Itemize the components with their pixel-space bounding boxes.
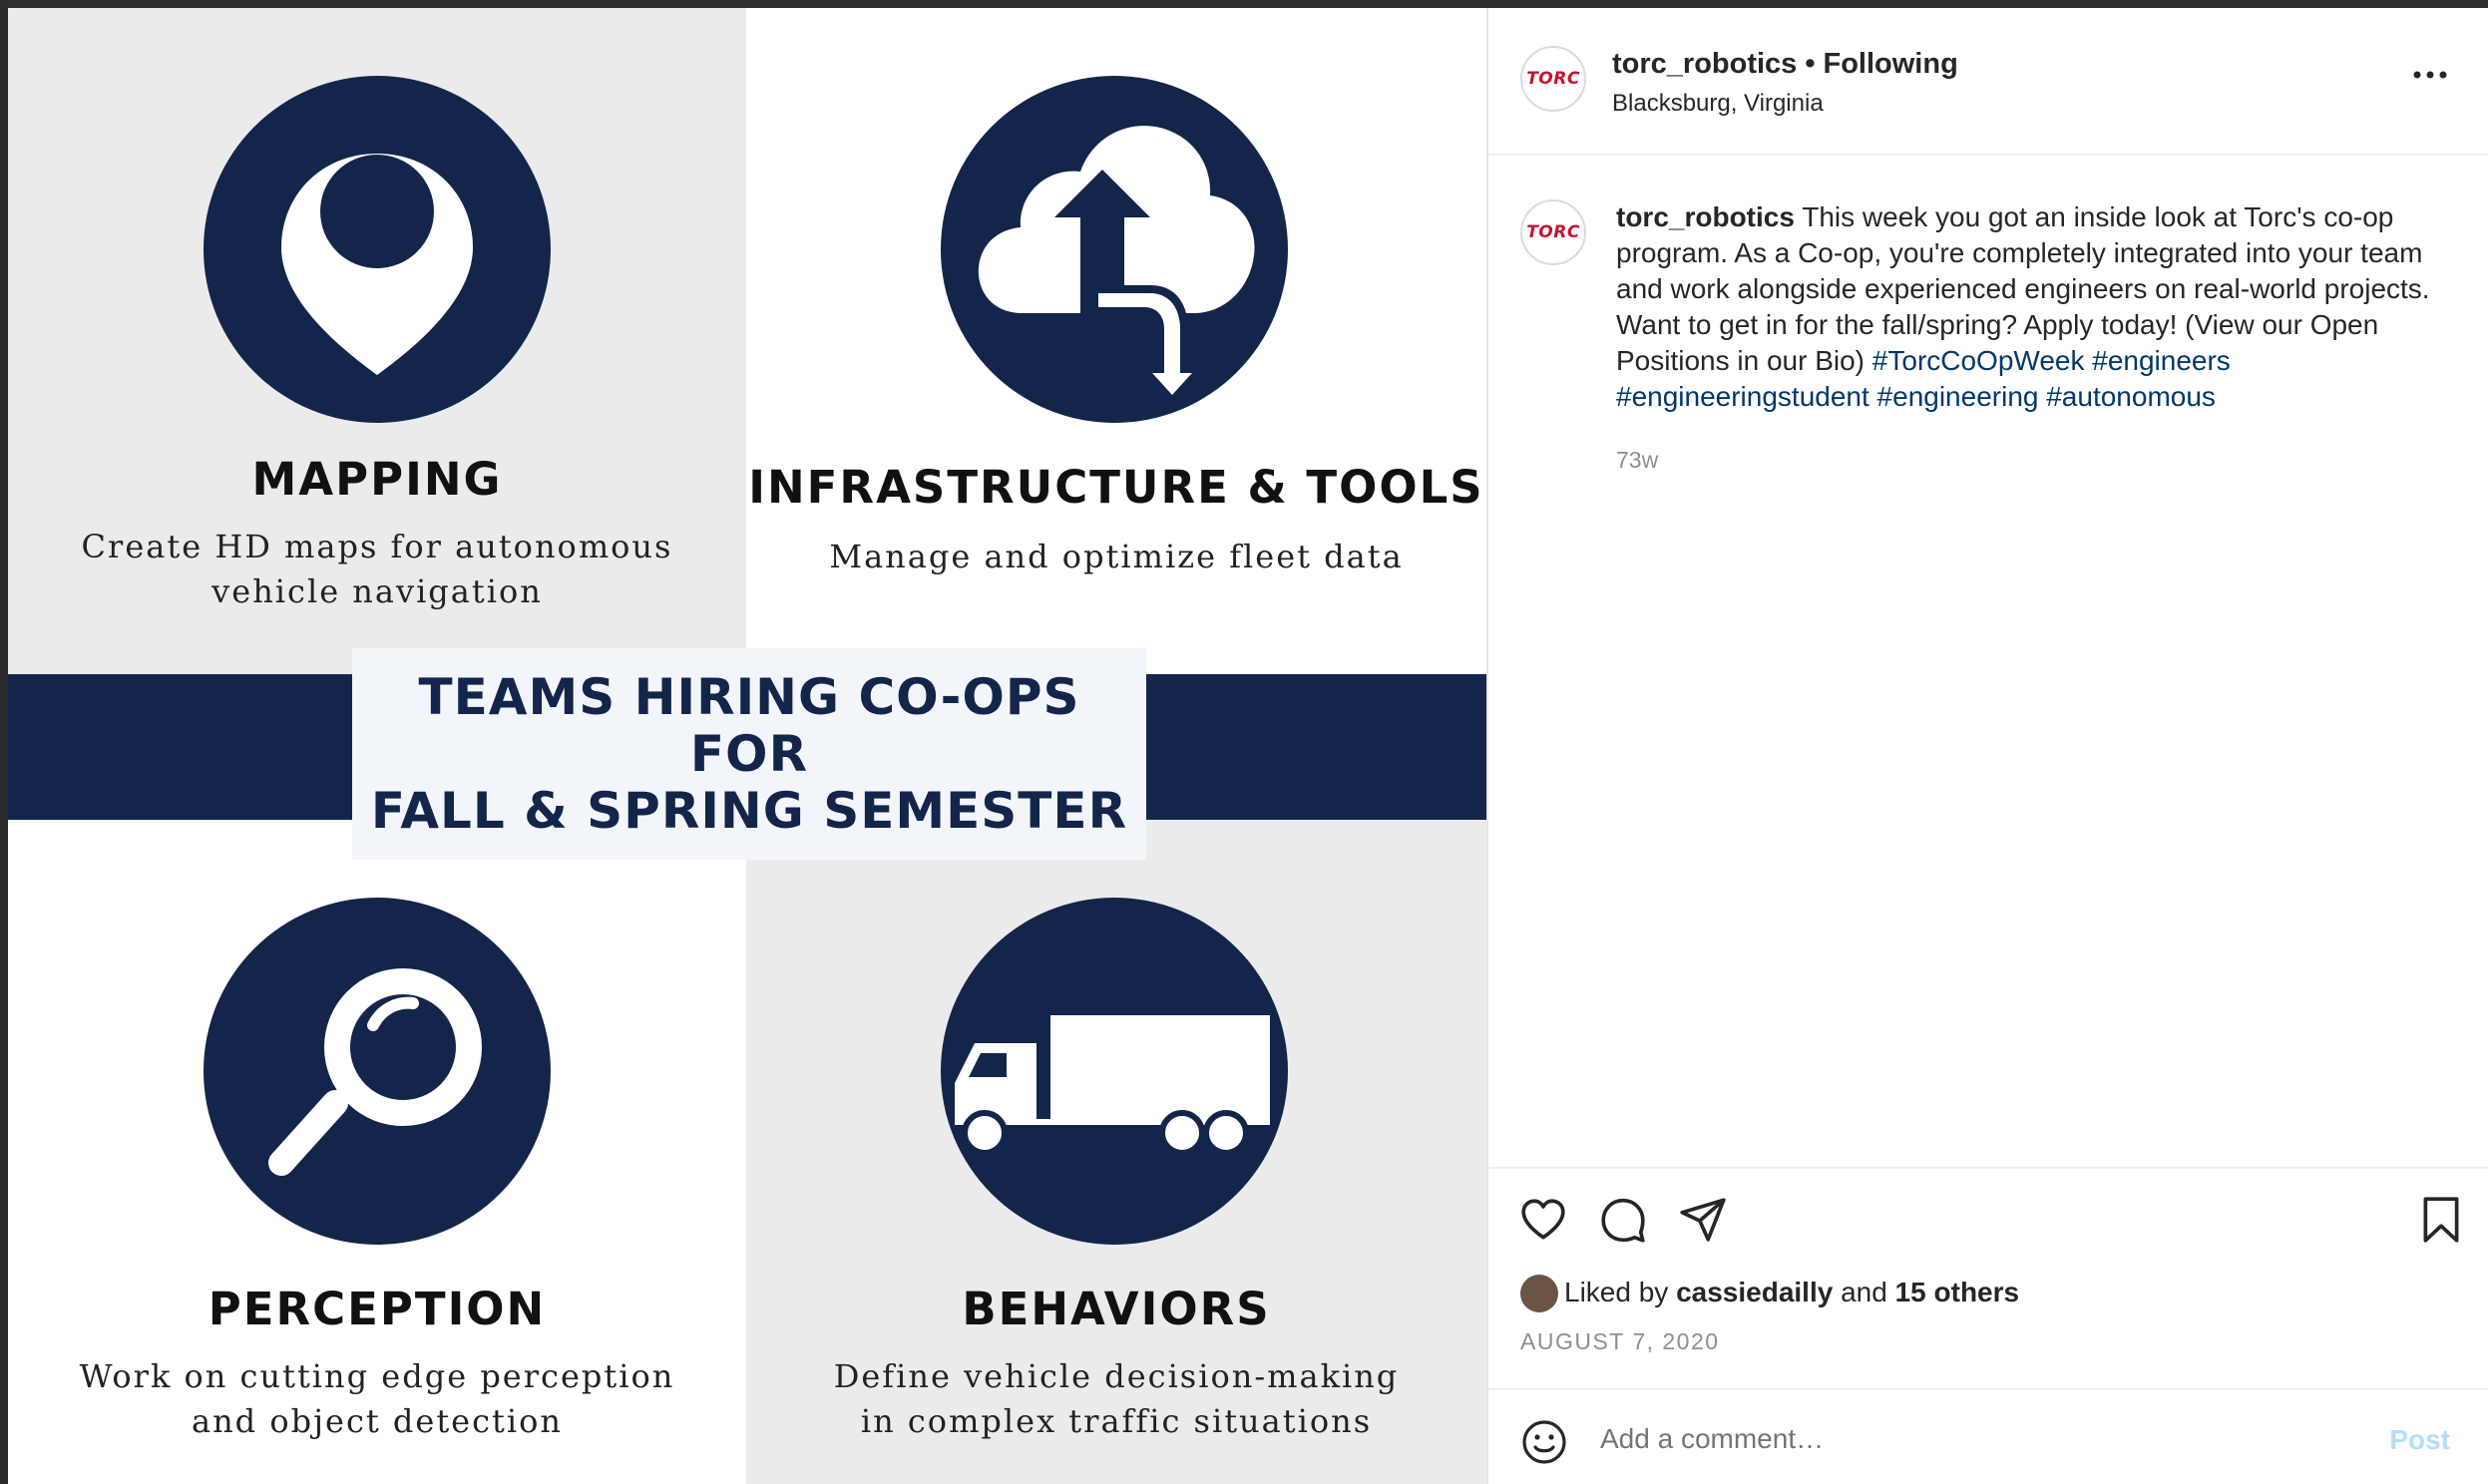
bookmark-icon[interactable]: [2416, 1195, 2466, 1245]
likes-others-link[interactable]: 15 others: [1894, 1277, 2020, 1307]
share-icon[interactable]: [1678, 1195, 1728, 1245]
caption-age: 73w: [1616, 447, 1659, 473]
quadrant-description: [746, 1354, 1486, 1444]
username-link[interactable]: torc_robotics: [1612, 48, 1798, 80]
banner-line: FALL & SPRING SEMESTER: [370, 781, 1128, 840]
header-divider: [1488, 154, 2488, 156]
liker-username[interactable]: cassiedailly: [1676, 1277, 1834, 1307]
caption-avatar[interactable]: [1520, 199, 1586, 265]
description-line: Work on cutting edge perception: [79, 1357, 675, 1395]
browser-top-edge: [0, 0, 2488, 8]
caption-username[interactable]: torc_robotics: [1616, 201, 1795, 232]
description-line: Manage and optimize fleet data: [829, 538, 1404, 575]
post-image[interactable]: [8, 8, 1486, 1484]
map-pin-icon: [204, 76, 551, 423]
comment-icon[interactable]: [1598, 1195, 1648, 1245]
post-date[interactable]: AUGUST 7, 2020: [1520, 1328, 1720, 1354]
description-line: vehicle navigation: [211, 572, 543, 610]
quadrant-description: [8, 1354, 746, 1444]
likes-summary: [1564, 1277, 2019, 1308]
avatar-logo-text: TORC: [1526, 222, 1580, 242]
avatar-logo-text: TORC: [1526, 69, 1580, 89]
quadrant-title: INFRASTRUCTURE & TOOLS: [748, 461, 1484, 514]
quadrant-title: PERCEPTION: [207, 1283, 547, 1335]
caption: [1616, 199, 2444, 415]
description-line: Define vehicle decision-making: [833, 1357, 1400, 1395]
post-sidebar: [1486, 8, 2488, 1484]
truck-icon: [941, 898, 1288, 1245]
description-line: and object detection: [191, 1402, 563, 1440]
location-link[interactable]: Blacksburg, Virginia: [1612, 90, 1824, 117]
quadrant-title: MAPPING: [251, 453, 503, 506]
more-options-icon[interactable]: [2410, 60, 2450, 90]
separator-dot: •: [1805, 48, 1816, 80]
description-line: in complex traffic situations: [860, 1402, 1373, 1440]
quadrant-description: [8, 525, 746, 614]
profile-avatar[interactable]: [1520, 46, 1586, 112]
magnifying-glass-icon: [204, 898, 551, 1245]
comment-input[interactable]: [1598, 1422, 2360, 1456]
banner-text: [352, 669, 1146, 840]
liker-avatar[interactable]: [1520, 1275, 1558, 1312]
comment-divider: [1488, 1388, 2488, 1390]
caption-hashtags[interactable]: #TorcCoOpWeek #engineers #engineeringstudent #engineering #autonomous: [1616, 345, 2231, 412]
post-comment-button[interactable]: Post: [2389, 1424, 2450, 1455]
following-button[interactable]: Following: [1823, 48, 1958, 80]
caption-text: This week you got an inside look at Torc's co-op program. As a Co-op, you're completely integrated into your team and work alongside experienced engineers on real-world projects. Want to get in for the fall/spring? Apply today! (View our Open Positions in our Bio): [1616, 201, 2430, 376]
likes-prefix: Liked by: [1564, 1277, 1669, 1307]
cloud-upload-download-icon: [941, 76, 1288, 423]
description-line: Create HD maps for autonomous: [81, 528, 673, 565]
banner: [352, 648, 1146, 860]
actions-divider: [1488, 1167, 2488, 1169]
likes-conjunction: and: [1841, 1277, 1887, 1307]
heart-icon[interactable]: [1518, 1195, 1568, 1245]
banner-line: TEAMS HIRING CO-OPS FOR: [418, 667, 1080, 783]
post-header: [1612, 48, 1958, 81]
smiley-icon[interactable]: [1520, 1418, 1568, 1466]
quadrant-description: [746, 535, 1486, 579]
instagram-post: [8, 8, 2488, 1484]
quadrant-title: BEHAVIORS: [962, 1283, 1271, 1335]
